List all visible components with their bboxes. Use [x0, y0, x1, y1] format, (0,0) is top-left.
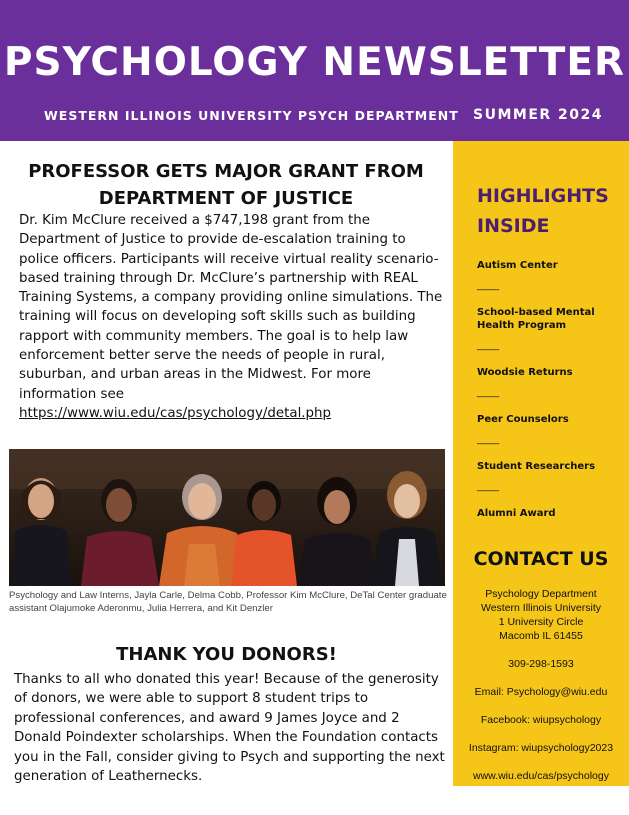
highlight-divider: ____ [477, 434, 500, 445]
contact-email[interactable]: Email: Psychology@wiu.edu [474, 686, 608, 698]
highlight-divider: ____ [477, 280, 500, 291]
article-body [19, 211, 449, 423]
highlights-title-line-2: INSIDE [477, 215, 550, 237]
highlight-item-student-researchers: Student Researchers [477, 461, 596, 472]
address-line: 1 University Circle [498, 616, 584, 628]
issue-season: SUMMER 2024 [473, 107, 603, 123]
photo-caption: Psychology and Law Interns, Jayla Carle, Delma Cobb, Professor Kim McClure, DeTal Center graduate assistant Olajumoke Aderonmu, Julia Herrera, and Kit Denzler [9, 590, 447, 614]
contact-info [453, 587, 629, 783]
contact-title: CONTACT US [473, 548, 609, 570]
highlight-item-school-mental-health: School-based Mental Health Program [477, 307, 595, 331]
highlight-divider: ____ [477, 387, 500, 398]
contact-instagram: Instagram: wiupsychology2023 [468, 742, 614, 754]
highlight-item-woodsie-returns: Woodsie Returns [477, 367, 573, 378]
address-line: Macomb IL 61455 [499, 630, 583, 642]
article-link[interactable]: https://www.wiu.edu/cas/psychology/detal.php [19, 405, 332, 421]
newsletter-title: PSYCHOLOGY NEWSLETTER [3, 40, 626, 85]
contact-phone: 309-298-1593 [508, 658, 574, 670]
address-line: Psychology Department [485, 588, 597, 600]
article-headline [10, 158, 442, 212]
contact-facebook: Facebook: wiupsychology [480, 714, 602, 726]
highlight-item-peer-counselors: Peer Counselors [477, 414, 569, 425]
address-line: Western Illinois University [480, 602, 601, 614]
highlights-title-line-1: HIGHLIGHTS [477, 185, 609, 207]
highlight-divider: ____ [477, 340, 500, 351]
group-photo-illustration [9, 449, 445, 586]
department-subtitle: WESTERN ILLINOIS UNIVERSITY PSYCH DEPARTMENT [44, 108, 459, 123]
headline-line-1: PROFESSOR GETS MAJOR GRANT FROM [28, 161, 424, 182]
donors-title: THANK YOU DONORS! [116, 644, 337, 665]
highlight-divider: ____ [477, 481, 500, 492]
headline-line-2: DEPARTMENT OF JUSTICE [98, 188, 354, 209]
group-photo [9, 449, 445, 586]
highlight-item-alumni-award: Alumni Award [477, 508, 556, 519]
newsletter-header [0, 0, 629, 141]
highlights-list [477, 259, 617, 520]
highlights-sidebar [453, 141, 629, 786]
highlight-item-autism-center: Autism Center [477, 260, 558, 271]
article-text: Dr. Kim McClure received a $747,198 grant from the Department of Justice to provide de-escalation training to police officers. Participants will receive virtual reality scenario-based training through Dr. McClure’s partnership with REAL Training Systems, a company providing online simulations. The training will focus on developing soft skills such as building rapport with community members. The goal is to help law enforcement better serve the needs of people in rural, suburban, and urban areas in the Midwest. For more information see [19, 213, 443, 402]
donors-body: Thanks to all who donated this year! Because of the generosity of donors, we were able to support 8 student trips to professional conferences, and award 9 James Joyce and 2 Donald Poindexter scholarships. When the Foundation contacts you in the Fall, consider giving to Psych and supporting the next generation of Leathernecks. [14, 672, 445, 785]
highlights-title [477, 181, 627, 241]
contact-website[interactable]: www.wiu.edu/cas/psychology [473, 770, 609, 782]
